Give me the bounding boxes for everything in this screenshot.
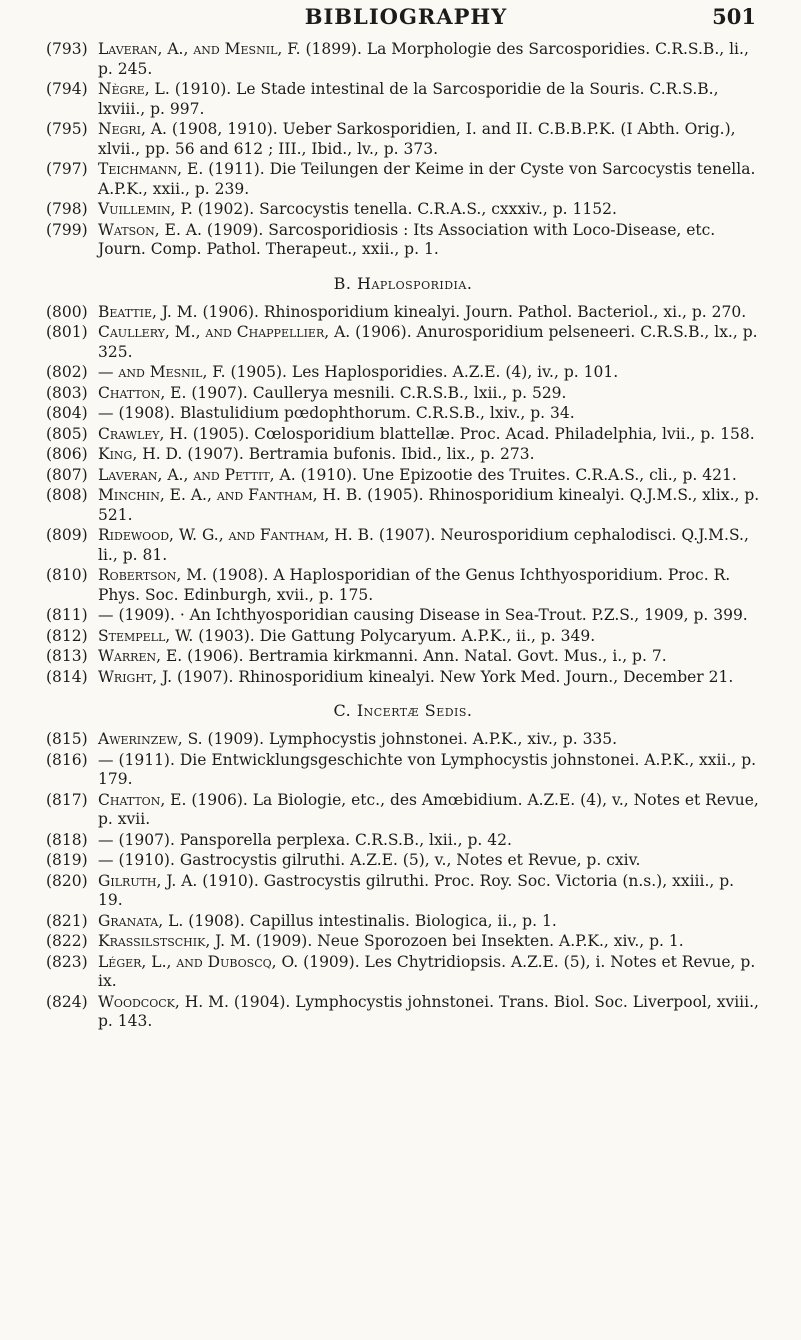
entry-author: — xyxy=(98,750,114,769)
entry-number: (822) xyxy=(46,932,88,950)
entry-citation: (1911). Die Entwicklungsgeschichte von Lymphocystis johnstonei. A.P.K., xxii., p. 179. xyxy=(98,750,757,788)
bibliography-entry xyxy=(46,831,760,851)
entry-citation: (1906). Rhinosporidium kinealyi. Journ. Pathol. Bacteriol., xi., p. 270. xyxy=(202,302,747,321)
entry-author: Ridewood, W. G., and Fantham, H. B. xyxy=(98,526,374,544)
entry-author: Watson, E. A. xyxy=(98,220,202,239)
entry-number: (802) xyxy=(46,363,88,381)
bibliography-entry xyxy=(46,200,760,220)
entry-citation: (1909). · An Ichthyosporidian causing Disease in Sea-Trout. P.Z.S., 1909, p. 399. xyxy=(118,606,748,624)
entry-author: Nègre, L. xyxy=(98,80,170,98)
entry-author: Granata, L. xyxy=(98,911,184,930)
entry-number: (794) xyxy=(46,80,88,98)
section-heading-haplosporidia: B. Haplosporidia. xyxy=(333,273,473,293)
bibliography-entry xyxy=(46,323,760,362)
page-number: 501 xyxy=(712,4,756,29)
bibliography-entry xyxy=(46,363,760,383)
bibliography-entry xyxy=(46,566,760,605)
entry-citation: (1909). Sarcosporidiosis : Its Association with Loco-Disease, etc. Journ. Comp. Pathol. Therapeut., xxii., p. 1. xyxy=(98,220,716,258)
bibliography-entry xyxy=(46,445,760,465)
entry-author: — and Mesnil, F. xyxy=(98,363,226,381)
entry-number: (811) xyxy=(46,606,88,624)
entry-citation: (1905). Rhinosporidium kinealyi. Q.J.M.S., xlix., p. 521. xyxy=(98,486,760,524)
entry-citation: (1909). Lymphocystis johnstonei. A.P.K., xiv., p. 335. xyxy=(207,730,618,748)
entry-citation: (1903). Die Gattung Polycaryum. A.P.K., ii., p. 349. xyxy=(198,626,596,645)
entry-number: (815) xyxy=(46,730,88,748)
entry-number: (803) xyxy=(46,383,88,402)
bibliography-entry xyxy=(46,526,760,565)
bibliography-content xyxy=(46,40,760,1033)
bibliography-entry xyxy=(46,851,760,871)
bibliography-entry xyxy=(46,404,760,424)
entry-citation: (1907). Bertramia bufonis. Ibid., lix., p. 273. xyxy=(187,445,535,463)
entry-number: (814) xyxy=(46,667,88,686)
entry-author: Beattie, J. M. xyxy=(98,302,198,321)
entry-number: (820) xyxy=(46,871,88,890)
entries-sarcosporidia xyxy=(46,40,760,260)
running-title: BIBLIOGRAPHY xyxy=(304,4,508,29)
bibliography-entry xyxy=(46,668,760,688)
entry-citation: (1906). Bertramia kirkmanni. Ann. Natal. Govt. Mus., i., p. 7. xyxy=(187,647,667,665)
entry-citation: (1909). Neue Sporozoen bei Insekten. A.P.K., xiv., p. 1. xyxy=(255,932,684,950)
entry-author: — xyxy=(98,830,114,849)
bibliography-entry xyxy=(46,606,760,626)
bibliography-entry xyxy=(46,120,760,159)
entry-number: (823) xyxy=(46,952,88,971)
page-header xyxy=(56,4,756,34)
entry-number: (821) xyxy=(46,911,88,930)
entry-number: (799) xyxy=(46,220,88,239)
entry-author: King, H. D. xyxy=(98,445,183,463)
bibliography-entry xyxy=(46,627,760,647)
entry-citation: (1910). Gastrocystis gilruthi. Proc. Roy. Soc. Victoria (n.s.), xxiii., p. 19. xyxy=(98,871,735,909)
bibliography-entry xyxy=(46,425,760,445)
entry-citation: (1905). Cœlosporidium blattellæ. Proc. Acad. Philadelphia, lvii., p. 158. xyxy=(192,424,755,443)
bibliography-entry xyxy=(46,80,760,119)
bibliography-entry xyxy=(46,384,760,404)
entry-citation: (1908). A Haplosporidian of the Genus Ichthyosporidium. Proc. R. Phys. Soc. Edinburgh, xvii., p. 175. xyxy=(98,566,731,604)
entry-author: Krassilstschik, J. M. xyxy=(98,932,251,950)
bibliography-entry xyxy=(46,730,760,750)
bibliography-entry xyxy=(46,160,760,199)
entry-number: (819) xyxy=(46,851,88,869)
entry-number: (812) xyxy=(46,626,88,645)
entry-author: Laveran, A., and Pettit, A. xyxy=(98,465,296,484)
entry-author: Minchin, E. A., and Fantham, H. B. xyxy=(98,486,363,504)
entry-citation: (1910). Le Stade intestinal de la Sarcosporidie de la Souris. C.R.S.B., lxviii., p. 997. xyxy=(98,80,719,118)
entry-author: Awerinzew, S. xyxy=(98,730,203,748)
entry-number: (804) xyxy=(46,404,88,422)
entry-number: (817) xyxy=(46,790,88,809)
bibliography-entry xyxy=(46,647,760,667)
entry-author: — xyxy=(98,404,114,422)
bibliography-entry xyxy=(46,993,760,1032)
entry-number: (818) xyxy=(46,830,88,849)
entry-number: (809) xyxy=(46,526,88,544)
bibliography-entry xyxy=(46,751,760,790)
entry-citation: (1909). Les Chytridiopsis. A.Z.E. (5), i. Notes et Revue, p. ix. xyxy=(98,952,756,990)
entry-citation: (1910). Une Epizootie des Truites. C.R.A.S., cli., p. 421. xyxy=(300,465,737,484)
entry-author: — xyxy=(98,851,114,869)
entry-number: (793) xyxy=(46,40,88,58)
entry-citation: (1908). Capillus intestinalis. Biologica, ii., p. 1. xyxy=(188,911,557,930)
entry-author: Crawley, H. xyxy=(98,424,188,443)
entry-author: Stempell, W. xyxy=(98,626,194,645)
entry-number: (798) xyxy=(46,200,88,218)
entry-citation: (1911). Die Teilungen der Keime in der Cyste von Sarcocystis tenella. A.P.K., xxii., p. 239. xyxy=(98,160,756,198)
entry-citation: (1908, 1910). Ueber Sarkosporidien, I. and II. C.B.B.P.K. (I Abth. Orig.), xlvii., pp. 56 and 612 ; III., Ibid., lv., p. 373. xyxy=(98,120,736,158)
bibliography-entry xyxy=(46,466,760,486)
entry-citation: (1910). Gastrocystis gilruthi. A.Z.E. (5), v., Notes et Revue, p. cxiv. xyxy=(118,851,641,869)
entry-citation: (1908). Blastulidium pœdophthorum. C.R.S.B., lxiv., p. 34. xyxy=(118,404,575,422)
entry-number: (808) xyxy=(46,486,88,504)
bibliography-entry xyxy=(46,953,760,992)
entry-citation: (1907). Caullerya mesnili. C.R.S.B., lxii., p. 529. xyxy=(191,383,567,402)
bibliography-entry xyxy=(46,303,760,323)
entry-number: (801) xyxy=(46,323,88,341)
entry-number: (807) xyxy=(46,465,88,484)
entry-number: (816) xyxy=(46,750,88,769)
entry-number: (805) xyxy=(46,424,88,443)
bibliography-entry xyxy=(46,486,760,525)
entry-citation: (1906). Anurosporidium pelseneeri. C.R.S.B., lx., p. 325. xyxy=(98,323,758,361)
bibliography-entry xyxy=(46,912,760,932)
entry-citation: (1902). Sarcocystis tenella. C.R.A.S., cxxxiv., p. 1152. xyxy=(197,200,617,218)
section-heading-incertae-sedis: C. Incertæ Sedis. xyxy=(333,701,473,720)
entry-author: Wright, J. xyxy=(98,667,173,686)
entry-author: — xyxy=(98,606,114,624)
entry-citation: (1905). Les Haplosporidies. A.Z.E. (4), iv., p. 101. xyxy=(230,363,619,381)
bibliography-entry xyxy=(46,872,760,911)
bibliography-entry xyxy=(46,40,760,79)
bibliography-entry xyxy=(46,932,760,952)
entry-author: Caullery, M., and Chappellier, A. xyxy=(98,323,351,341)
entries-haplosporidia xyxy=(46,303,760,688)
entry-citation: (1904). Lymphocystis johnstonei. Trans. Biol. Soc. Liverpool, xviii., p. 143. xyxy=(98,992,759,1030)
entry-author: Léger, L., and Duboscq, O. xyxy=(98,952,299,971)
entry-number: (824) xyxy=(46,992,88,1011)
entry-citation: (1907). Pansporella perplexa. C.R.S.B., lxii., p. 42. xyxy=(118,830,512,849)
entry-author: Gilruth, J. A. xyxy=(98,871,198,890)
entry-citation: (1899). La Morphologie des Sarcosporidies. C.R.S.B., li., p. 245. xyxy=(98,40,749,78)
entry-citation: (1907). Neurosporidium cephalodisci. Q.J.M.S., li., p. 81. xyxy=(98,526,749,564)
entry-author: Chatton, E. xyxy=(98,790,187,809)
entry-number: (795) xyxy=(46,120,88,138)
entry-number: (810) xyxy=(46,566,88,584)
entry-author: Laveran, A., and Mesnil, F. xyxy=(98,40,301,58)
entry-number: (800) xyxy=(46,302,88,321)
bibliography-entry xyxy=(46,221,760,260)
entry-author: Warren, E. xyxy=(98,647,183,665)
entry-citation: (1907). Rhinosporidium kinealyi. New York Med. Journ., December 21. xyxy=(177,667,734,686)
entry-author: Chatton, E. xyxy=(98,383,187,402)
entry-number: (813) xyxy=(46,647,88,665)
entry-author: Vuillemin, P. xyxy=(98,200,193,218)
entry-citation: (1906). La Biologie, etc., des Amœbidium. A.Z.E. (4), v., Notes et Revue, p. xvii. xyxy=(98,790,759,828)
entry-author: Negri, A. xyxy=(98,120,167,138)
entry-author: Woodcock, H. M. xyxy=(98,992,229,1011)
entry-author: Teichmann, E. xyxy=(98,160,204,178)
entry-number: (797) xyxy=(46,160,88,178)
bibliography-entry xyxy=(46,791,760,830)
entries-incertae-sedis xyxy=(46,730,760,1032)
entry-author: Robertson, M. xyxy=(98,566,208,584)
entry-number: (806) xyxy=(46,445,88,463)
